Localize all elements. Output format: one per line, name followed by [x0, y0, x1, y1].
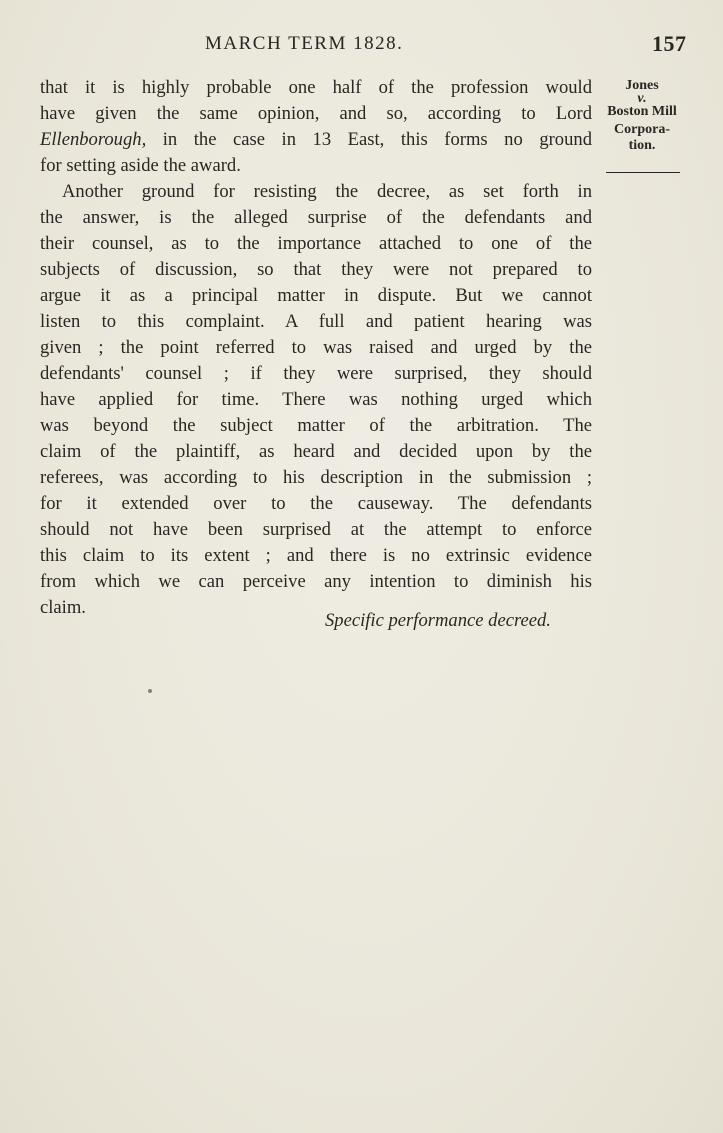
- margin-note-line: Jones: [625, 78, 659, 93]
- paper-speck: [148, 689, 152, 693]
- margin-note-line: Corpora-: [614, 122, 670, 137]
- margin-note-line: tion.: [628, 138, 656, 153]
- text-line: subjects of discussion, so that they were not prepared to: [40, 259, 592, 280]
- margin-case-note: [602, 78, 682, 154]
- text-line: that it is highly probable one half of the profession would: [40, 77, 592, 98]
- margin-note-line: v.: [637, 91, 647, 106]
- text-line: was beyond the subject matter of the arbitration. The: [40, 415, 592, 436]
- text-line: for it extended over to the causeway. The defendants: [40, 493, 592, 514]
- text-line: listen to this complaint. A full and patient hearing was: [40, 311, 592, 332]
- text-line: Another ground for resisting the decree, as set forth in: [62, 181, 592, 202]
- text-line: this claim to its extent ; and there is no extrinsic evidence: [40, 545, 592, 566]
- opinion-text: [40, 75, 592, 621]
- margin-note-line: Boston Mill: [607, 104, 677, 119]
- text-line: should not have been surprised at the attempt to enforce: [40, 519, 592, 540]
- text-line: claim.: [40, 597, 86, 618]
- margin-rule: [606, 172, 680, 173]
- text-line: have given the same opinion, and so, according to Lord: [40, 103, 592, 124]
- text-line: argue it as a principal matter in dispute. But we cannot: [40, 285, 592, 306]
- text-line: their counsel, as to the importance attached to one of the: [40, 233, 592, 254]
- text-line: referees, was according to his description in the submission ;: [40, 467, 592, 488]
- text-line-rest: in the case in 13 East, this forms no ground: [162, 129, 592, 150]
- judgment-conclusion: Specific performance decreed.: [325, 610, 551, 631]
- text-line: from which we can perceive any intention to diminish his: [40, 571, 592, 592]
- text-line: claim of the plaintiff, as heard and decided upon by the: [40, 441, 592, 462]
- page-number: 157: [652, 31, 687, 56]
- running-header: MARCH TERM 1828.: [205, 33, 404, 54]
- text-line: the answer, is the alleged surprise of the defendants and: [40, 207, 592, 228]
- text-line: have applied for time. There was nothing urged which: [40, 389, 592, 410]
- text-line: for setting aside the award.: [40, 155, 241, 176]
- text-line: given ; the point referred to was raised and urged by the: [40, 337, 592, 358]
- text-line: [40, 127, 592, 153]
- case-name: Ellenborough,: [40, 129, 147, 150]
- text-line: defendants' counsel ; if they were surprised, they should: [40, 363, 592, 384]
